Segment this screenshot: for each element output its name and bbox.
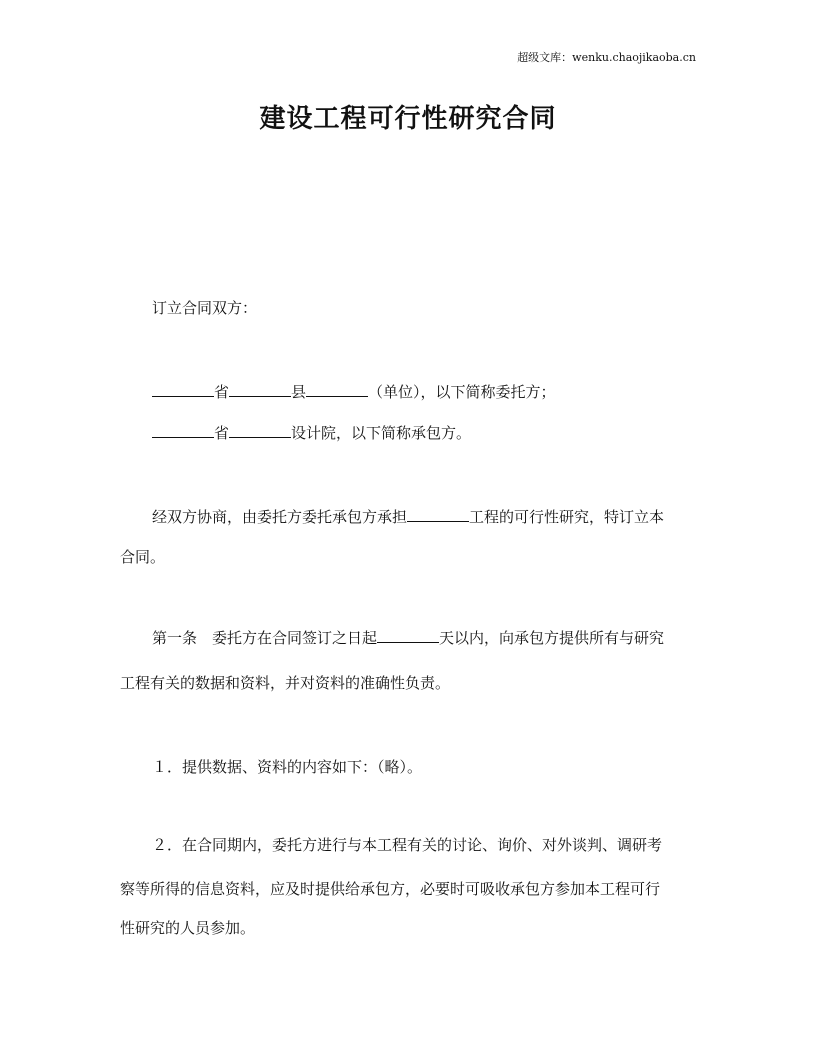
text: （单位），以下简称委托方； bbox=[368, 383, 556, 401]
blank-field[interactable] bbox=[152, 423, 214, 438]
text: 工程的可行性研究，特订立本 bbox=[469, 508, 665, 526]
item1: １．提供数据、资料的内容如下：（略）。 bbox=[152, 758, 423, 776]
article1-line2: 工程有关的数据和资料，并对资料的准确性负责。 bbox=[120, 674, 451, 692]
item2-line3: 性研究的人员参加。 bbox=[120, 919, 256, 937]
text: 天以内，向承包方提供所有与研究 bbox=[439, 629, 665, 647]
blank-field[interactable] bbox=[229, 423, 291, 438]
page-header: 超级文库：wenku.chaojikaoba.cn bbox=[517, 51, 696, 64]
blank-field[interactable] bbox=[377, 628, 439, 643]
text: 县 bbox=[291, 383, 307, 401]
text: 第一条 委托方在合同签订之日起 bbox=[152, 629, 378, 647]
article1-line1 bbox=[152, 628, 664, 648]
text: 设计院，以下简称承包方。 bbox=[291, 424, 472, 442]
item2-line2: 察等所得的信息资料，应及时提供给承包方，必要时可吸收承包方参加本工程可行 bbox=[120, 880, 661, 898]
intro-line2: 合同。 bbox=[120, 548, 166, 566]
parties-label: 订立合同双方： bbox=[152, 299, 258, 317]
blank-field[interactable] bbox=[306, 382, 368, 397]
item2-line1: ２．在合同期内，委托方进行与本工程有关的讨论、询价、对外谈判、调研考 bbox=[152, 836, 663, 854]
intro-line1 bbox=[152, 507, 664, 527]
party-b-line bbox=[152, 423, 471, 443]
text: 省 bbox=[214, 424, 230, 442]
document-title: 建设工程可行性研究合同 bbox=[259, 104, 557, 134]
blank-field[interactable] bbox=[407, 507, 469, 522]
blank-field[interactable] bbox=[229, 382, 291, 397]
party-a-line bbox=[152, 382, 556, 402]
blank-field[interactable] bbox=[152, 382, 214, 397]
text: 经双方协商，由委托方委托承包方承担 bbox=[152, 508, 408, 526]
text: 省 bbox=[214, 383, 230, 401]
